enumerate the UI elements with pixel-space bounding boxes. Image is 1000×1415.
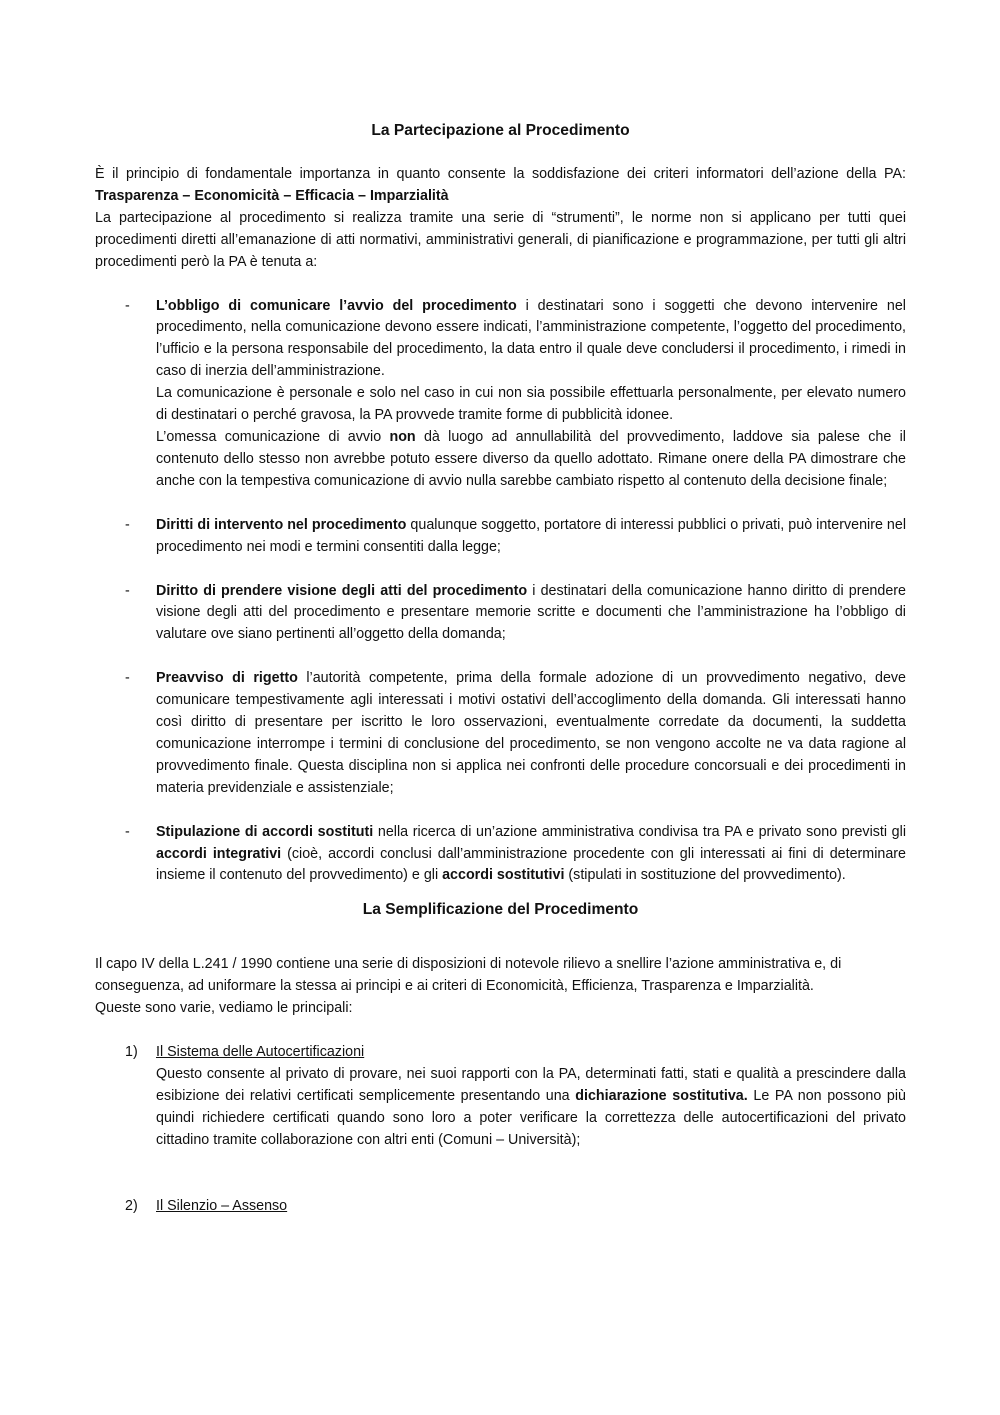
section-title-partecipazione: La Partecipazione al Procedimento bbox=[371, 122, 630, 139]
number-marker: 2) bbox=[125, 1197, 138, 1214]
list-item: - Stipulazione di accordi sostituti nella ricerca di un’azione amministrativa condivisa tra PA e privato sono previsti gli accordi integrativi (cioè, accordi conclusi dall’amministrazione procedente con gli interessati ai fini di determinare insieme il contenuto del provvedimento) e gli accordi sostitutivi (stipulati in sostituzione del provvedimento). bbox=[125, 823, 906, 884]
semplificazione-intro: Il capo IV della L.241 / 1990 contiene una serie di disposizioni di notevole rilievo a snellire l’azione amministrativa e, di conseguenza, ad uniformare la stessa ai principi e ai criteri di Economicità, Efficienza, Trasparenza e Imparzialità. bbox=[95, 956, 842, 995]
semplificazione-list bbox=[95, 1042, 906, 1217]
section-title-semplificazione: La Semplificazione del Procedimento bbox=[362, 901, 639, 919]
intro-paragraph-2: La partecipazione al procedimento si realizza tramite una serie di “strumenti”, le norme non si applicano per tutti quei procedimenti diretti all’emanazione di atti normativi, amministrativi generali, di pianificazione e programmazione, per tutti gli altri procedimenti però la PA è tenuta a: bbox=[95, 209, 906, 270]
bullet-marker: - bbox=[125, 582, 130, 599]
item-heading: Il Silenzio – Assenso bbox=[156, 1197, 288, 1214]
document-body bbox=[95, 120, 906, 1218]
intro-paragraph: È il principio di fondamentale importanza in quanto consente la soddisfazione dei criteri informatori dell’azione della PA: Trasparenza – Economicità – Efficacia – Imparzialità bbox=[95, 166, 906, 204]
partecipazione-list bbox=[95, 296, 906, 888]
list-item: 1) Il Sistema delle Autocertificazioni Questo consente al privato di provare, nei suoi rapporti con la PA, determinati fatti, stati e qualità a prescindere dalla esibizione dei relativi certificati semplicemente presentando una dichiarazione sostitutiva. Le PA non possono più quindi richiedere certificati quando sono loro a poter verificare la correttezza delle autocertificazioni del privato cittadino tramite collaborazione con altri enti (Comuni – Università); bbox=[125, 1044, 906, 1148]
bullet-marker: - bbox=[125, 297, 130, 314]
bullet-marker: - bbox=[125, 823, 130, 840]
list-item: - Preavviso di rigetto l’autorità competente, prima della formale adozione di un provvedimento negativo, deve comunicare tempestivamente agli interessati i motivi ostativi dell’accoglimento della domanda. Gli interessati hanno così diritto di presentare per iscritto le loro osservazioni, eventualmente corredate da documenti, la suddetta comunicazione interrompe i termini di conclusione del procedimento, se non vengono accolte ne va data ragione al provvedimento finale. Questa disciplina non si applica nei confronti delle procedure concorsuali e dei procedimenti in materia previdenziale e assistenziale; bbox=[125, 670, 906, 796]
list-item: - L’obbligo di comunicare l’avvio del procedimento i destinatari sono i soggetti che devono intervenire nel procedimento, nella comunicazione devono essere indicati, l’amministrazione competente, l’oggetto del procedimento, l’ufficio e la persona responsabile del procedimento, la data entro il quale deve concludersi il procedimento, i rimedi in caso di inerzia dell’amministrazione. La comunicazione è personale e solo nel caso in cui non sia possibile effettuarla personalmente, per elevato numero di destinatari o perché gravosa, la PA provvede tramite forme di pubblicità idonee. L’omessa comunicazione di avvio non dà luogo ad annullabilità del provvedimento, laddove sia palese che il contenuto dello stesso non avrebbe potuto essere diverso da quello adottato. Rimane onere della PA dimostrare che anche con la tempestiva comunicazione di avvio nulla sarebbe cambiato rispetto al contenuto della decisione finale; bbox=[125, 297, 906, 489]
list-item bbox=[95, 1196, 906, 1218]
number-marker: 1) bbox=[125, 1044, 138, 1061]
semplificazione-intro-2: Queste sono varie, vediamo le principali: bbox=[95, 1000, 353, 1017]
list-item: - Diritti di intervento nel procedimento qualunque soggetto, portatore di interessi pubblici o privati, può intervenire nel procedimento nei modi e termini consentiti dalla legge; bbox=[125, 516, 907, 555]
item-heading: Il Sistema delle Autocertificazioni bbox=[156, 1044, 365, 1061]
principles-bold: Trasparenza – Economicità – Efficacia – Imparzialità bbox=[95, 187, 449, 204]
bullet-marker: - bbox=[125, 516, 130, 533]
list-item: - Diritto di prendere visione degli atti del procedimento i destinatari della comunicazione hanno diritto di prendere visione degli atti del procedimento e presentare memorie scritte e documenti che l’amministrazione ha l’obbligo di valutare ove siano pertinenti all’oggetto della domanda; bbox=[125, 582, 906, 643]
bullet-marker: - bbox=[125, 670, 130, 687]
